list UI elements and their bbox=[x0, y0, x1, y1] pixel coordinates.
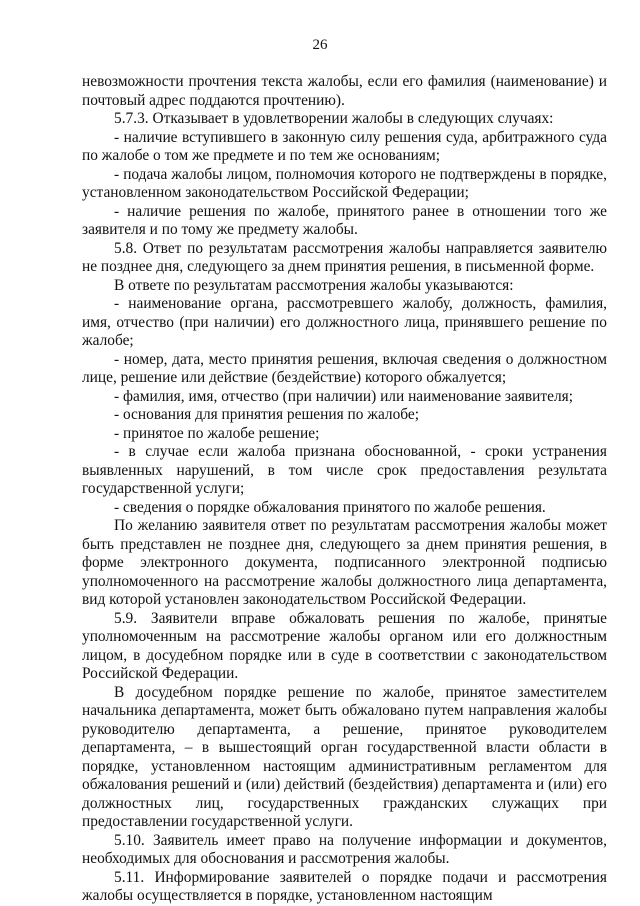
paragraph: - подача жалобы лицом, полномочия которого не подтверждены в порядке, установленном законодательством Российской Федерации; bbox=[82, 165, 607, 201]
paragraph: По желанию заявителя ответ по результатам рассмотрения жалобы может быть представлен не позднее дня, следующего за днем принятия решения, в форме электронного документа, подписанного электронной подписью уполномоченного на рассмотрение жалобы должностного лица департамента, вид которой установлен законодательством Российской Федерации. bbox=[82, 517, 607, 608]
paragraph: - номер, дата, место принятия решения, включая сведения о должностном лице, решение или действие (бездействие) которого обжалуется; bbox=[82, 350, 607, 386]
paragraph: - наличие вступившего в законную силу решения суда, арбитражного суда по жалобе о том же предмете и по тем же основаниям; bbox=[82, 128, 607, 164]
paragraph: - основания для принятия решения по жалобе; bbox=[114, 406, 420, 423]
paragraph: 5.7.3. Отказывает в удовлетворении жалобы в следующих случаях: bbox=[114, 110, 554, 127]
paragraph: 5.9. Заявители вправе обжаловать решения по жалобе, принятые уполномоченным на рассмотрение жалобы органом или его должностным лицом, в досудебном порядке или в суде в соответствии с законодательством Российской Федерации. bbox=[82, 609, 607, 682]
paragraph: - принятое по жалобе решение; bbox=[114, 424, 320, 442]
paragraph: 5.10. Заявитель имеет право на получение информации и документов, необходимых для обоснования и рассмотрения жалобы. bbox=[82, 831, 607, 867]
paragraph: - сведения о порядке обжалования принятого по жалобе решения. bbox=[114, 498, 546, 516]
paragraph: 5.11. Информирование заявителей о порядке подачи и рассмотрения жалобы осуществляется в порядке, установленном настоящим bbox=[82, 868, 607, 904]
paragraph: В досудебном порядке решение по жалобе, принятое заместителем начальника департамента, может быть обжаловано путем направления жалобы руководителю департамента, а решение, принятое руководителем департамента, – в вышестоящий орган государственной власти области в порядке, установленном настоящим административным регламентом для обжалования решений и (или) действий (бездействия) департамента и (или) его должностных лиц, государственных гражданских служащих при предоставлении государственной услуги. bbox=[82, 683, 607, 830]
document-body bbox=[82, 73, 607, 906]
paragraph: невозможности прочтения текста жалобы, если его фамилия (наименование) и почтовый адрес поддаются прочтению). bbox=[82, 73, 607, 109]
paragraph: - наименование органа, рассмотревшего жалобу, должность, фамилия, имя, отчество (при наличии) его должностного лица, принявшего решение по жалобе; bbox=[82, 295, 607, 349]
paragraph: В ответе по результатам рассмотрения жалобы указываются: bbox=[114, 276, 514, 294]
page-number: 26 bbox=[312, 37, 328, 53]
paragraph: - в случае если жалоба признана обоснованной, - сроки устранения выявленных нарушений, в том числе срок предоставления результата государственной услуги; bbox=[82, 443, 607, 497]
paragraph: - фамилия, имя, отчество (при наличии) или наименование заявителя; bbox=[114, 387, 574, 405]
paragraph: - наличие решения по жалобе, принятого ранее в отношении того же заявителя и по тому же предмету жалобы. bbox=[82, 202, 607, 238]
paragraph: 5.8. Ответ по результатам рассмотрения жалобы направляется заявителю не позднее дня, следующего за днем принятия решения, в письменной форме. bbox=[82, 239, 607, 275]
